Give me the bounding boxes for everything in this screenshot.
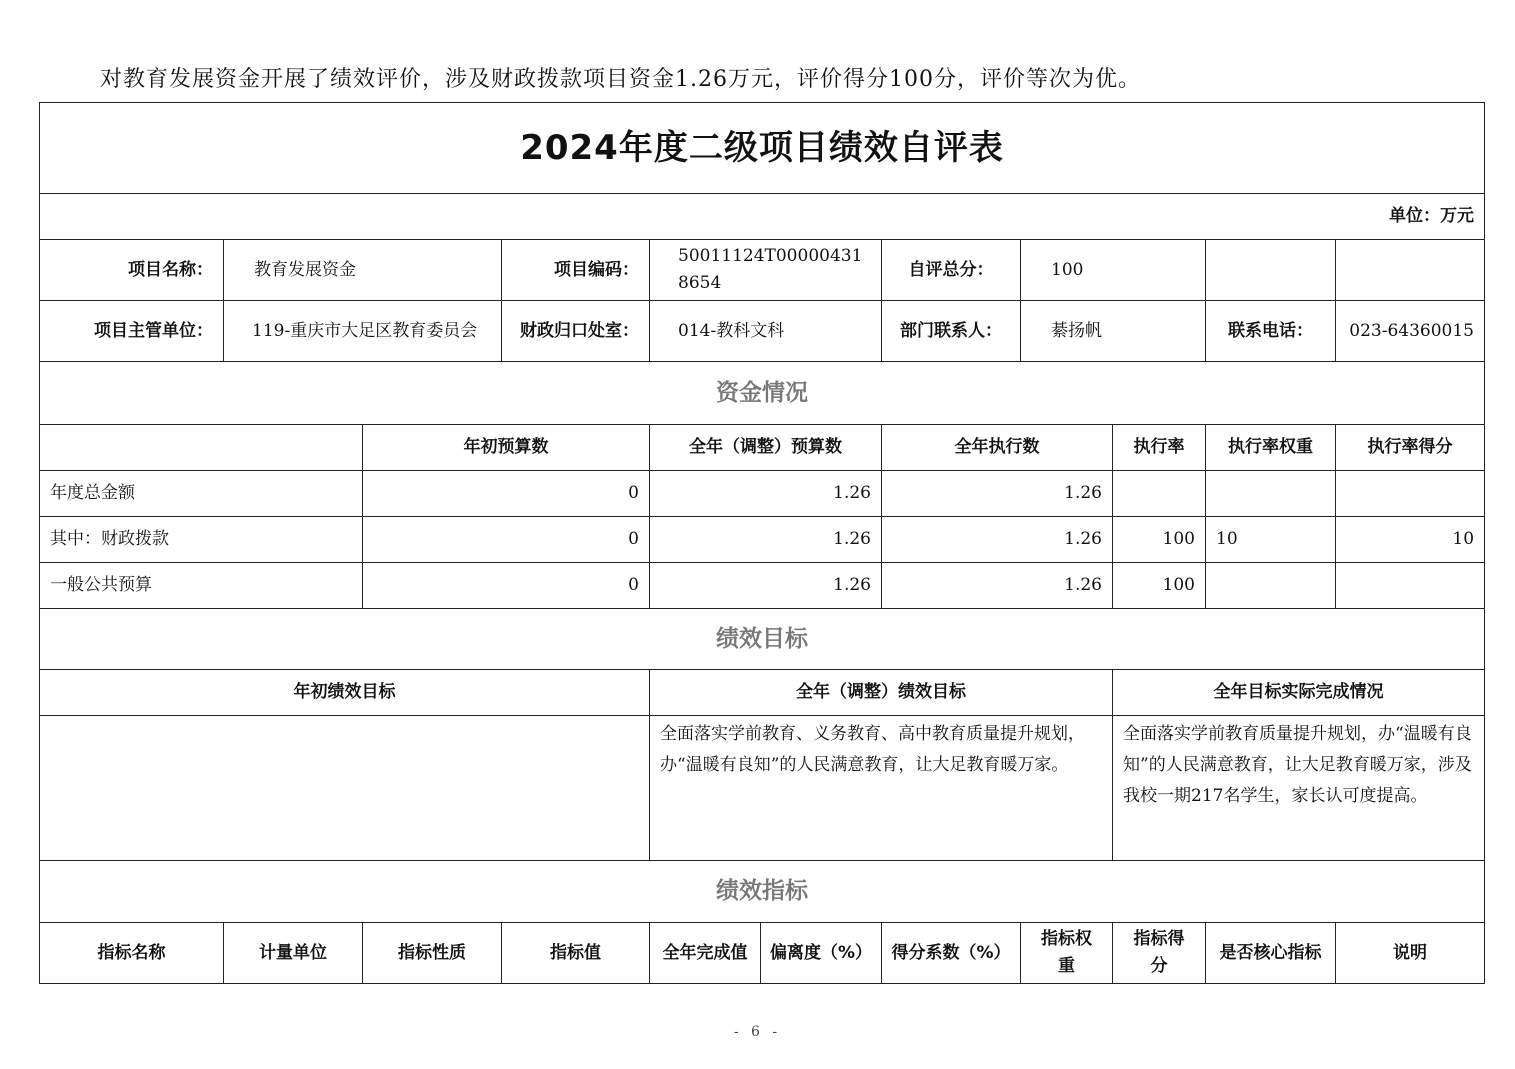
funds-header-blank	[40, 425, 363, 471]
indicator-header-nature: 指标性质	[363, 923, 502, 984]
goals-header-actual: 全年目标实际完成情况	[1113, 670, 1485, 716]
table-row	[40, 517, 1485, 563]
funds-adjusted: 1.26	[650, 471, 882, 517]
funds-row-label: 其中：财政拨款	[40, 517, 363, 563]
finance-office-label: 财政归口处室：	[502, 301, 650, 362]
intro-paragraph: 对教育发展资金开展了绩效评价，涉及财政拨款项目资金1.26万元，评价得分100分，评价等次为优。	[100, 67, 1141, 92]
indicator-header-score: 指标得分	[1113, 923, 1206, 984]
contact-label: 部门联系人：	[882, 301, 1021, 362]
funds-weight: 10	[1206, 517, 1336, 563]
section-indicators: 绩效指标	[40, 861, 1485, 923]
funds-adjusted: 1.26	[650, 517, 882, 563]
dept-name: 119-重庆市大足区教育委员会	[224, 301, 502, 362]
self-score-label: 自评总分：	[882, 240, 1021, 301]
funds-rate	[1113, 471, 1206, 517]
funds-row-label: 一般公共预算	[40, 563, 363, 609]
empty-cell	[1206, 240, 1336, 301]
funds-initial: 0	[363, 471, 650, 517]
self-evaluation-table	[39, 102, 1485, 984]
funds-header-rate: 执行率	[1113, 425, 1206, 471]
funds-header-initial: 年初预算数	[363, 425, 650, 471]
indicator-header-name: 指标名称	[40, 923, 224, 984]
project-name-label: 项目名称：	[40, 240, 224, 301]
goals-header-initial: 年初绩效目标	[40, 670, 650, 716]
indicator-header-deviation: 偏离度（%）	[761, 923, 882, 984]
funds-row-label: 年度总金额	[40, 471, 363, 517]
funds-executed: 1.26	[882, 563, 1113, 609]
contact-name: 綦扬帆	[1021, 301, 1206, 362]
project-code: 50011124T000004318654	[650, 240, 882, 301]
funds-adjusted: 1.26	[650, 563, 882, 609]
self-score: 100	[1021, 240, 1206, 301]
dept-label: 项目主管单位：	[40, 301, 224, 362]
funds-header-score: 执行率得分	[1336, 425, 1485, 471]
indicator-header-coefficient: 得分系数（%）	[882, 923, 1021, 984]
project-code-label: 项目编码：	[502, 240, 650, 301]
funds-rate: 100	[1113, 517, 1206, 563]
empty-cell	[1336, 240, 1485, 301]
indicator-header-completed: 全年完成值	[650, 923, 761, 984]
page-number: - 6 -	[733, 1024, 782, 1040]
funds-initial: 0	[363, 517, 650, 563]
funds-executed: 1.26	[882, 517, 1113, 563]
goal-initial	[40, 716, 650, 861]
indicator-header-unit: 计量单位	[224, 923, 363, 984]
table-row	[40, 471, 1485, 517]
funds-score	[1336, 563, 1485, 609]
funds-header-weight: 执行率权重	[1206, 425, 1336, 471]
funds-header-executed: 全年执行数	[882, 425, 1113, 471]
indicator-header-value: 指标值	[502, 923, 650, 984]
indicator-header-core: 是否核心指标	[1206, 923, 1336, 984]
funds-executed: 1.26	[882, 471, 1113, 517]
phone-label: 联系电话：	[1206, 301, 1336, 362]
funds-weight	[1206, 471, 1336, 517]
funds-rate: 100	[1113, 563, 1206, 609]
table-row	[40, 563, 1485, 609]
phone-number: 023-64360015	[1336, 301, 1485, 362]
section-goals: 绩效目标	[40, 609, 1485, 670]
indicator-header-note: 说明	[1336, 923, 1485, 984]
goals-header-adjusted: 全年（调整）绩效目标	[650, 670, 1113, 716]
goal-actual: 全面落实学前教育质量提升规划，办“温暖有良知”的人民满意教育，让大足教育暖万家，涉及我校一期217名学生，家长认可度提高。	[1113, 716, 1485, 861]
table-title: 2024年度二级项目绩效自评表	[40, 103, 1485, 194]
project-name: 教育发展资金	[224, 240, 502, 301]
funds-weight	[1206, 563, 1336, 609]
section-funds: 资金情况	[40, 362, 1485, 425]
funds-initial: 0	[363, 563, 650, 609]
indicator-header-weight: 指标权重	[1021, 923, 1113, 984]
funds-score	[1336, 471, 1485, 517]
unit-label: 单位：万元	[40, 194, 1485, 240]
funds-header-adjusted: 全年（调整）预算数	[650, 425, 882, 471]
funds-score: 10	[1336, 517, 1485, 563]
goal-adjusted: 全面落实学前教育、义务教育、高中教育质量提升规划，办“温暖有良知”的人民满意教育，让大足教育暖万家。	[650, 716, 1113, 861]
finance-office: 014-教科文科	[650, 301, 882, 362]
